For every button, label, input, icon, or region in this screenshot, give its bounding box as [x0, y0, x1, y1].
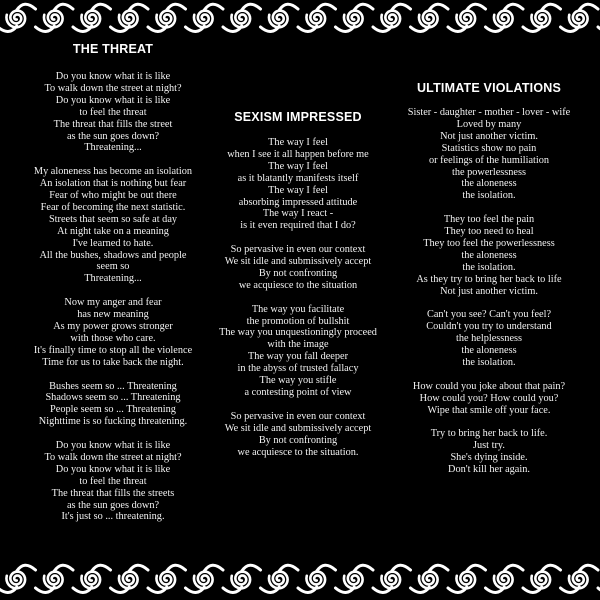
- poem-line: we acquiesce to the situation.: [237, 446, 359, 458]
- poem-line: The way you fall deeper: [247, 351, 349, 363]
- poem-line: They too feel the pain: [443, 214, 535, 226]
- stanza: [13, 381, 213, 429]
- stanza: [198, 411, 398, 459]
- poem-line: My aloneness has become an isolation: [33, 166, 193, 178]
- poem-line: absorbing impressed attitude: [238, 196, 358, 208]
- stanza: [13, 71, 213, 154]
- poem-line: We sit idle and submissively accept: [224, 256, 372, 268]
- poem-line: Couldn't you try to understand: [426, 321, 552, 333]
- poem-line: the aloneness: [461, 249, 517, 261]
- poem-line: The threat that fills the streets: [51, 487, 175, 499]
- poem-line: Do you know what it is like: [55, 94, 171, 106]
- spiral-wave-icon: [0, 561, 600, 597]
- poem-line: with those who care.: [70, 332, 156, 344]
- poem-title: SEXISM IMPRESSED: [234, 110, 362, 124]
- poem-line: As they try to bring her back to life: [416, 273, 562, 285]
- poem-line: Not just another victim.: [440, 285, 538, 297]
- poem-line: the aloneness: [461, 178, 517, 190]
- poem-line: Don't kill her again.: [448, 464, 530, 476]
- stanza: [13, 166, 213, 285]
- poem-line: People seem so ... Threatening: [50, 404, 176, 416]
- poem-sexism-impressed: [198, 110, 398, 458]
- poem-line: Fear of who might be out there: [49, 190, 177, 202]
- poem-line: Just try.: [473, 440, 505, 452]
- poem-line: Loved by many: [456, 118, 522, 130]
- poem-line: in the abyss of trusted fallacy: [237, 363, 359, 375]
- poem-line: The way you unquestioningly proceed: [219, 327, 377, 339]
- poem-line: Can't you see? Can't you feel?: [426, 309, 552, 321]
- stanza: [13, 297, 213, 368]
- poem-line: The threat that fills the street: [53, 118, 173, 130]
- poem-line: We sit idle and submissively accept: [224, 422, 372, 434]
- poem-line: the isolation.: [462, 261, 516, 273]
- poem-line: Do you know what it is like: [55, 71, 171, 82]
- poem-line: Not just another victim.: [440, 130, 538, 142]
- poem-ultimate-violations: [383, 81, 595, 476]
- poem-line: with the image: [267, 339, 329, 351]
- poem-line: The way I feel: [268, 137, 328, 148]
- poem-line: To walk down the street at night?: [44, 451, 182, 463]
- poem-line: As my power grows stronger: [53, 321, 173, 332]
- poem-line: or feelings of the humiliation: [428, 154, 550, 166]
- poem-line: Now my anger and fear: [64, 297, 162, 309]
- spiral-wave-icon: [0, 0, 600, 36]
- poem-line: Time for us to take back the night.: [42, 356, 184, 368]
- poem-line: is it even required that I do?: [240, 220, 356, 232]
- poem-line: we acquiesce to the situation: [238, 279, 358, 291]
- poem-the-threat: [13, 42, 213, 523]
- poem-line: The way I feel: [268, 184, 328, 196]
- poem-line: All the bushes, shadows and people: [39, 249, 187, 261]
- poem-line: Shadows seem so ... Threatening: [45, 392, 181, 404]
- poem-line: has new meaning: [77, 309, 149, 321]
- poem-title: THE THREAT: [72, 42, 154, 56]
- poem-line: The way I feel: [268, 160, 328, 172]
- poem-line: Do you know what it is like: [55, 463, 171, 475]
- poem-line: So pervasive in even our context: [230, 244, 366, 256]
- poem-line: as it blatantly manifests itself: [237, 172, 359, 184]
- poem-line: Bushes seem so ... Threatening: [49, 380, 177, 392]
- poem-line: Threatening...: [84, 142, 142, 154]
- poem-line: the powerlessness: [451, 166, 527, 178]
- poem-line: The way you stifle: [259, 375, 337, 387]
- poem-line: So pervasive in even our context: [230, 410, 366, 422]
- poem-line: a contesting point of view: [244, 387, 352, 398]
- top-spiral-border: [0, 0, 600, 36]
- poem-line: At night take on a meaning: [57, 225, 169, 237]
- poem-line: It's finally time to stop all the violence: [33, 344, 193, 356]
- poem-line: Wipe that smile off your face.: [427, 404, 551, 416]
- stanza: [383, 214, 595, 297]
- stanza: [198, 304, 398, 399]
- poem-line: seem so: [96, 261, 130, 273]
- poem-line: Threatening...: [84, 273, 142, 285]
- stanza: [383, 107, 595, 202]
- poem-line: She's dying inside.: [450, 452, 528, 464]
- poem-line: the promotion of bullshit: [246, 315, 350, 327]
- poem-line: Statistics show no pain: [441, 142, 537, 154]
- stanza: [383, 381, 595, 417]
- poem-line: Nighttime is so fucking threatening.: [38, 416, 188, 428]
- poem-line: to feel the threat: [79, 475, 147, 487]
- poem-line: when I see it all happen before me: [227, 148, 369, 160]
- poem-line: The way I react -: [262, 208, 334, 220]
- poem-line: They too need to heal: [444, 226, 534, 238]
- poem-line: Do you know what it is like: [55, 440, 171, 452]
- poem-line: How could you joke about that pain?: [412, 380, 566, 392]
- stanza: [383, 309, 595, 369]
- poem-line: To walk down the street at night?: [44, 82, 182, 94]
- poem-line: By not confronting: [258, 434, 338, 446]
- poem-line: How could you? How could you?: [419, 392, 559, 404]
- poem-line: the isolation.: [462, 357, 516, 368]
- poem-line: Streets that seem so safe at day: [48, 213, 178, 225]
- poem-line: as the sun goes down?: [66, 130, 160, 142]
- stanza: [198, 244, 398, 292]
- poem-line: the isolation.: [462, 190, 516, 202]
- stanza: [383, 428, 595, 476]
- poem-line: I've learned to hate.: [72, 237, 154, 249]
- poem-line: Try to bring her back to life.: [430, 428, 548, 440]
- poem-line: They too feel the powerlessness: [423, 237, 555, 249]
- poem-line: By not confronting: [258, 267, 338, 279]
- poem-line: the helplessness: [455, 333, 523, 345]
- poem-line: the aloneness: [461, 345, 517, 357]
- poem-title: ULTIMATE VIOLATIONS: [416, 81, 562, 95]
- poem-line: The way you facilitate: [251, 303, 345, 315]
- poem-line: Fear of becoming the next statistic.: [40, 201, 186, 213]
- poem-line: It's just so ... threatening.: [61, 511, 165, 523]
- poem-line: An isolation that is nothing but fear: [39, 178, 187, 190]
- stanza: [198, 137, 398, 232]
- stanza: [13, 440, 213, 523]
- bottom-spiral-border: [0, 561, 600, 597]
- poem-line: to feel the threat: [79, 106, 147, 118]
- poem-line: Sister - daughter - mother - lover - wife: [407, 107, 571, 118]
- poem-line: as the sun goes down?: [66, 499, 160, 511]
